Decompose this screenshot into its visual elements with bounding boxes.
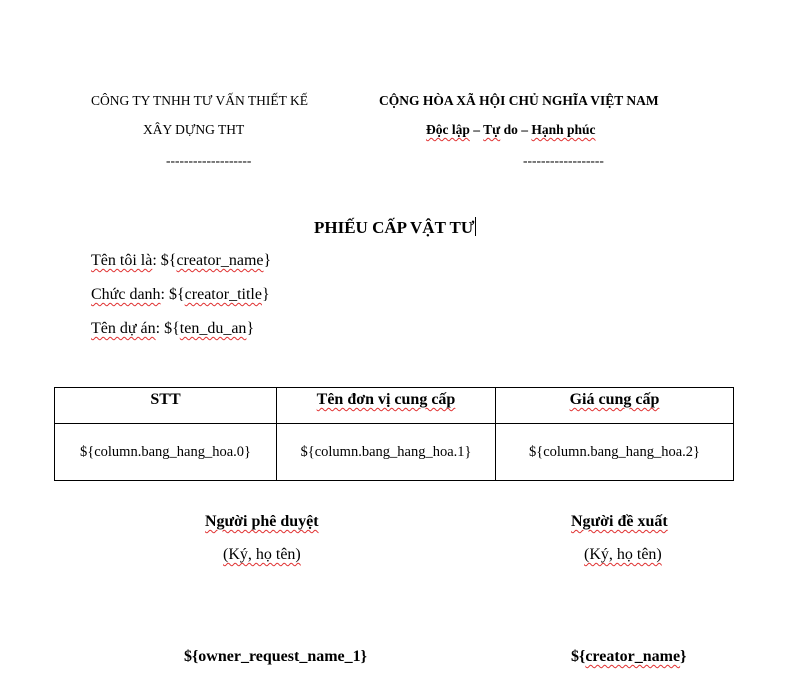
company-name-line2: XÂY DỰNG THT <box>143 122 245 137</box>
project-name-variable: ten_du_an <box>179 320 247 337</box>
proposer-title <box>571 513 668 531</box>
creator-title-variable: creator_title <box>184 286 262 303</box>
project-name-line <box>91 320 254 338</box>
approver-sign-note-text: (Ký, họ tên) <box>223 546 301 563</box>
creator-title-line <box>91 286 270 304</box>
creator-title-label: Chức danh <box>91 286 161 303</box>
approver-title-text: Người phê duyệt <box>205 513 319 530</box>
motto-part-2: Tự <box>483 122 501 137</box>
project-name-prefix: : ${ <box>155 320 180 337</box>
project-name-label: Tên dự án <box>91 320 156 337</box>
proposer-name-variable: creator_name <box>585 648 681 665</box>
proposer-name-suffix: } <box>680 648 687 665</box>
document-title-text: PHIẾU CẤP VẬT TƯ <box>314 218 475 237</box>
proposer-sign-note-text: (Ký, họ tên) <box>584 546 662 563</box>
nation-divider: ------------------ <box>523 153 604 168</box>
creator-title-suffix: } <box>261 286 270 303</box>
table-header-supplier <box>277 388 496 424</box>
company-name-line1: CÔNG TY TNHH TƯ VẤN THIẾT KẾ <box>91 93 308 108</box>
creator-name-label: Tên tôi là <box>91 252 153 269</box>
nation-title: CỘNG HÒA XÃ HỘI CHỦ NGHĨA VIỆT NAM <box>379 93 659 108</box>
approver-sign-note <box>223 546 301 564</box>
table-header-price <box>496 388 734 424</box>
table-header-supplier-text: Tên đơn vị cung cấp <box>316 391 456 408</box>
table-header-price-text: Giá cung cấp <box>569 391 660 408</box>
table-cell-supplier: ${column.bang_hang_hoa.1} <box>277 424 496 481</box>
creator-name-suffix: } <box>263 252 272 269</box>
creator-title-prefix: : ${ <box>160 286 185 303</box>
supply-table <box>54 387 734 481</box>
creator-name-line <box>91 252 271 270</box>
table-row <box>55 424 734 481</box>
table-cell-price: ${column.bang_hang_hoa.2} <box>496 424 734 481</box>
creator-name-prefix: : ${ <box>152 252 177 269</box>
proposer-name <box>571 648 686 666</box>
table-header-stt: STT <box>55 388 277 424</box>
project-name-suffix: } <box>246 320 255 337</box>
company-divider: ------------------- <box>166 153 252 168</box>
document-title[interactable] <box>314 217 476 238</box>
motto-separator: – <box>469 122 484 137</box>
proposer-name-prefix: ${ <box>571 648 586 665</box>
motto-part-3: do – <box>500 122 532 137</box>
table-cell-stt: ${column.bang_hang_hoa.0} <box>55 424 277 481</box>
text-cursor <box>475 217 476 236</box>
proposer-title-text: Người đề xuất <box>571 513 668 530</box>
approver-title <box>205 513 319 531</box>
creator-name-variable: creator_name <box>176 252 264 269</box>
proposer-sign-note <box>584 546 662 564</box>
table-header-row <box>55 388 734 424</box>
nation-motto <box>426 122 596 138</box>
approver-name: ${owner_request_name_1} <box>184 648 367 665</box>
motto-part-1: Độc lập <box>426 122 470 137</box>
motto-part-4: Hạnh phúc <box>531 122 596 137</box>
